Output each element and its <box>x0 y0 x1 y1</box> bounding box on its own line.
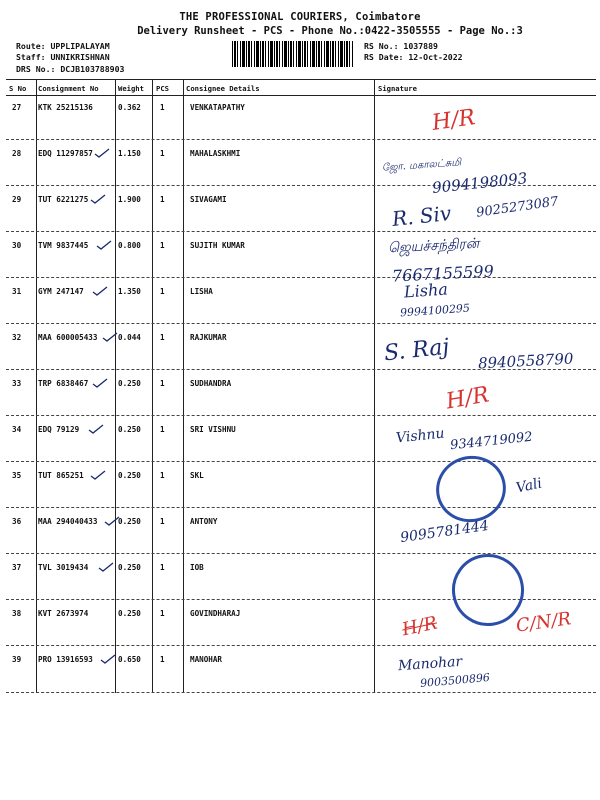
row-weight: 0.250 <box>118 379 141 388</box>
row-consignee: SUDHANDRA <box>190 379 232 388</box>
row-sno: 32 <box>12 333 22 342</box>
row-consignee: SRI VISHNU <box>190 425 236 434</box>
col-divider <box>115 79 116 693</box>
col-divider <box>183 79 184 693</box>
signature-hr: H/R <box>444 382 492 415</box>
row-pcs: 1 <box>160 655 165 664</box>
row-weight: 0.650 <box>118 655 141 664</box>
signature-phone: 8940558790 <box>477 349 574 373</box>
tick-mark-icon <box>92 286 108 296</box>
row-weight: 0.800 <box>118 241 141 250</box>
row-sno: 27 <box>12 103 22 112</box>
row-consignment: TRP 6838467 <box>38 379 89 388</box>
signature-tamil-name: ஜெயச்சந்திரன் <box>387 235 480 257</box>
col-divider <box>152 79 153 693</box>
table-header-rule <box>6 95 596 96</box>
row-separator <box>6 507 596 508</box>
row-weight: 1.900 <box>118 195 141 204</box>
col-divider <box>36 79 37 693</box>
tick-mark-icon <box>94 148 110 158</box>
tick-mark-icon <box>104 516 120 526</box>
row-pcs: 1 <box>160 471 165 480</box>
signature-name: Vali <box>514 475 544 497</box>
row-pcs: 1 <box>160 241 165 250</box>
row-pcs: 1 <box>160 195 165 204</box>
row-consignment: MAA 600005433 <box>38 333 98 342</box>
signature-phone: 9344719092 <box>449 429 534 454</box>
row-weight: 0.250 <box>118 563 141 572</box>
row-consignment: GYM 247147 <box>38 287 84 296</box>
col-divider <box>374 79 375 693</box>
row-sno: 33 <box>12 379 22 388</box>
row-consignment: PRO 13916593 <box>38 655 93 664</box>
signature-name: S. Raj <box>382 334 451 367</box>
row-sno: 29 <box>12 195 22 204</box>
header-signature: Signature <box>378 84 417 93</box>
header-pcs: PCS <box>156 84 169 93</box>
row-pcs: 1 <box>160 379 165 388</box>
signature-phone: 9994100295 <box>399 301 471 320</box>
signature-phone: 9095781444 <box>399 517 490 547</box>
row-pcs: 1 <box>160 287 165 296</box>
header-consignment: Consignment No <box>38 84 99 93</box>
tick-mark-icon <box>88 424 104 434</box>
barcode <box>232 41 353 67</box>
row-consignment: TVL 3019434 <box>38 563 89 572</box>
tick-mark-icon <box>102 332 118 342</box>
signature-cnr: C/N/R <box>514 608 573 637</box>
row-consignee: MANOHAR <box>190 655 223 664</box>
row-separator <box>6 461 596 462</box>
staff-label: Staff: UNNIKRISHNAN <box>16 52 110 62</box>
tick-mark-icon <box>100 654 116 664</box>
tick-mark-icon <box>92 378 108 388</box>
row-sno: 36 <box>12 517 22 526</box>
row-consignment: KVT 2673974 <box>38 609 89 618</box>
row-separator <box>6 645 596 646</box>
signature-phone: 9003500896 <box>419 670 491 691</box>
row-sno: 28 <box>12 149 22 158</box>
row-consignment: EDQ 79129 <box>38 425 80 434</box>
row-sno: 31 <box>12 287 22 296</box>
signature-name: Vishnu <box>395 425 446 447</box>
row-pcs: 1 <box>160 609 165 618</box>
row-consignment: TUT 6221275 <box>38 195 89 204</box>
tick-mark-icon <box>98 562 114 572</box>
row-weight: 0.362 <box>118 103 141 112</box>
tick-mark-icon <box>90 470 106 480</box>
row-separator <box>6 139 596 140</box>
row-sno: 38 <box>12 609 22 618</box>
row-consignee: SKL <box>190 471 204 480</box>
row-separator <box>6 277 596 278</box>
rs-number: RS No.: 1037889 <box>364 41 438 51</box>
drs-number: DRS No.: DCJB103788903 <box>16 64 125 74</box>
row-pcs: 1 <box>160 103 165 112</box>
runsheet-subtitle: Delivery Runsheet - PCS - Phone No.:0422-3505555 - Page No.:3 <box>137 25 523 37</box>
row-pcs: 1 <box>160 563 165 572</box>
row-consignment: TVM 9837445 <box>38 241 89 250</box>
row-sno: 34 <box>12 425 22 434</box>
row-consignment: EDQ 11297857 <box>38 149 93 158</box>
row-pcs: 1 <box>160 425 165 434</box>
row-pcs: 1 <box>160 333 165 342</box>
row-separator <box>6 692 596 693</box>
row-separator <box>6 323 596 324</box>
tick-mark-icon <box>90 194 106 204</box>
row-weight: 0.250 <box>118 517 141 526</box>
header-sno: S No <box>9 84 27 93</box>
company-title: THE PROFESSIONAL COURIERS, Coimbatore <box>179 11 421 23</box>
row-consignee: IOB <box>190 563 204 572</box>
signature-phone: 7667155599 <box>391 261 495 286</box>
row-weight: 0.044 <box>118 333 141 342</box>
signature-hr: H/R <box>430 105 477 136</box>
header-consignee: Consignee Details <box>186 84 260 93</box>
row-pcs: 1 <box>160 517 165 526</box>
row-weight: 1.350 <box>118 287 141 296</box>
row-sno: 30 <box>12 241 22 250</box>
table-top-rule <box>6 79 596 80</box>
tick-mark-icon <box>96 240 112 250</box>
row-separator <box>6 553 596 554</box>
row-consignee: RAJKUMAR <box>190 333 227 342</box>
row-weight: 1.150 <box>118 149 141 158</box>
signature-phone: 9025273087 <box>475 194 560 221</box>
signature-name: Lisha <box>403 279 449 302</box>
row-consignee: GOVINDHARAJ <box>190 609 241 618</box>
row-separator <box>6 231 596 232</box>
row-consignment: MAA 294040433 <box>38 517 98 526</box>
signature-phone: 9094198093 <box>431 169 529 197</box>
row-sno: 37 <box>12 563 22 572</box>
row-sno: 35 <box>12 471 22 480</box>
signature-name: Manohar <box>397 653 463 675</box>
row-weight: 0.250 <box>118 471 141 480</box>
header-weight: Weight <box>118 84 144 93</box>
route-label: Route: UPPLIPALAYAM <box>16 41 110 51</box>
signature-tamil-name: ஜோ. மகாலட்சுமி <box>381 157 462 174</box>
row-consignee: LISHA <box>190 287 213 296</box>
row-consignee: VENKATAPATHY <box>190 103 245 112</box>
row-weight: 0.250 <box>118 425 141 434</box>
row-sno: 39 <box>12 655 22 664</box>
row-consignee: SUJITH KUMAR <box>190 241 245 250</box>
row-weight: 0.250 <box>118 609 141 618</box>
row-consignee: SIVAGAMI <box>190 195 227 204</box>
signature-name: R. Siv <box>390 200 453 232</box>
row-consignee: ANTONY <box>190 517 218 526</box>
signature-hr-struck: H/R <box>400 612 440 641</box>
row-consignment: TUT 865251 <box>38 471 84 480</box>
row-consignee: MAHALASKHMI <box>190 149 241 158</box>
row-pcs: 1 <box>160 149 165 158</box>
row-separator <box>6 415 596 416</box>
rs-date: RS Date: 12-Oct-2022 <box>364 52 463 62</box>
row-consignment: KTK 25215136 <box>38 103 93 112</box>
